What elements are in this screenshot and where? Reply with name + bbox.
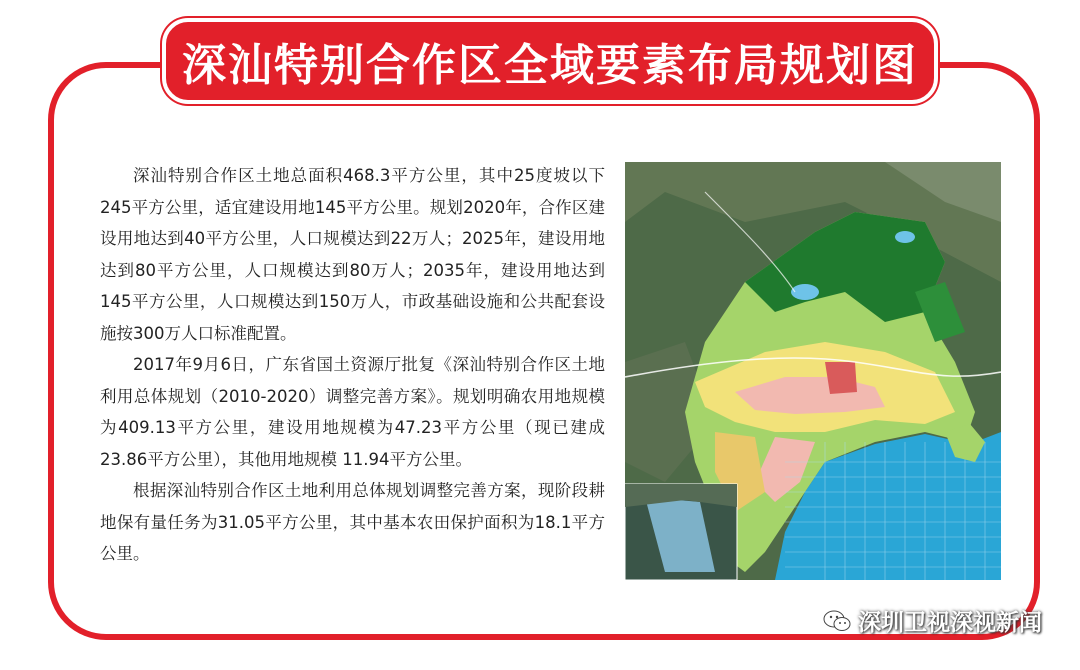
paragraph-land-area: 深汕特别合作区土地总面积468.3平方公里，其中25度坡以下245平方公里，适宜建设用地145平方公里。规划2020年，合作区建设用地达到40平方公里，人口规模达到22万人；2025年，建设用地达到80平方公里，人口规模达到80万人；2035年，建设用地达到145平方公里，人口规模达到150万人，市政基础设施和公共配套设施按300万人口标准配置。	[100, 166, 605, 343]
paragraph-farmland: 根据深汕特别合作区土地利用总体规划调整完善方案，现阶段耕地保有量任务为31.05平方公里，其中基本农田保护面积为18.1平方公里。	[100, 481, 605, 563]
watermark-text: 深圳卫视深视新闻	[858, 610, 1042, 636]
wechat-icon	[822, 608, 852, 634]
page-title: 深汕特别合作区全域要素布局规划图	[182, 40, 918, 91]
planning-map-graphic	[625, 162, 1001, 580]
watermark	[822, 604, 1042, 637]
paragraph-approval: 2017年9月6日，广东省国土资源厅批复《深汕特别合作区土地利用总体规划（2010-2020）调整完善方案》。规划明确农用地规模为409.13平方公里，建设用地规模为47.23平方公里（现已建成 23.86平方公里），其他用地规模 11.94平方公里。	[100, 355, 605, 469]
planning-map	[625, 162, 1001, 580]
title-banner	[162, 18, 938, 104]
description-text	[100, 160, 605, 570]
